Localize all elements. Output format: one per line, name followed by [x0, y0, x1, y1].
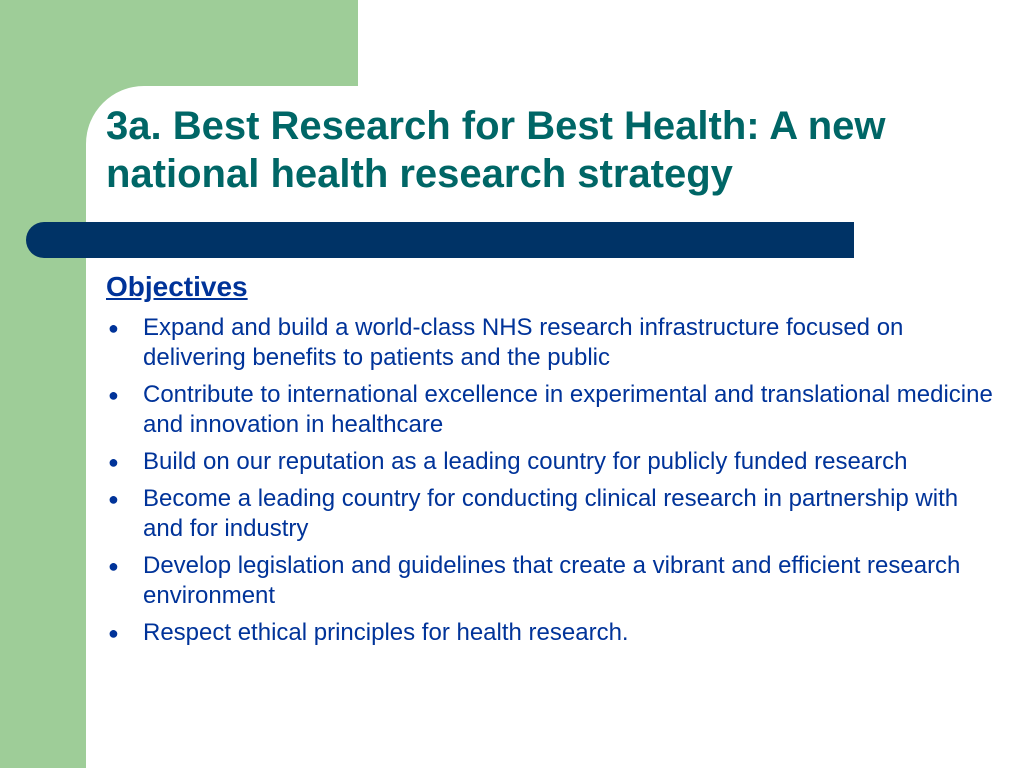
bullet-icon: ● [108, 385, 119, 405]
objectives-heading: Objectives [106, 271, 248, 302]
title-divider-bar [26, 222, 854, 258]
objectives-list [100, 313, 1000, 655]
list-item-text: Build on our reputation as a leading country for publicly funded research [143, 448, 908, 475]
list-item [100, 447, 1000, 477]
slide-title: 3a. Best Research for Best Health: A new national health research strategy [106, 104, 886, 196]
list-item-text: Contribute to international excellence in experimental and translational medicine and innovation in healthcare [143, 381, 993, 438]
bullet-icon: ● [108, 318, 119, 338]
list-item-text: Respect ethical principles for health research. [143, 619, 629, 646]
list-item [100, 484, 1000, 544]
list-item-text: Expand and build a world-class NHS research infrastructure focused on delivering benefits to patients and the public [143, 314, 904, 371]
list-item [100, 380, 1000, 440]
list-item-text: Develop legislation and guidelines that create a vibrant and efficient research environment [143, 552, 961, 609]
list-item [100, 551, 1000, 611]
bullet-icon: ● [108, 623, 119, 643]
bullet-icon: ● [108, 556, 119, 576]
bullet-icon: ● [108, 452, 119, 472]
list-item [100, 313, 1000, 373]
list-item [100, 618, 1000, 648]
list-item-text: Become a leading country for conducting clinical research in partnership with and for industry [143, 485, 959, 542]
bullet-icon: ● [108, 489, 119, 509]
